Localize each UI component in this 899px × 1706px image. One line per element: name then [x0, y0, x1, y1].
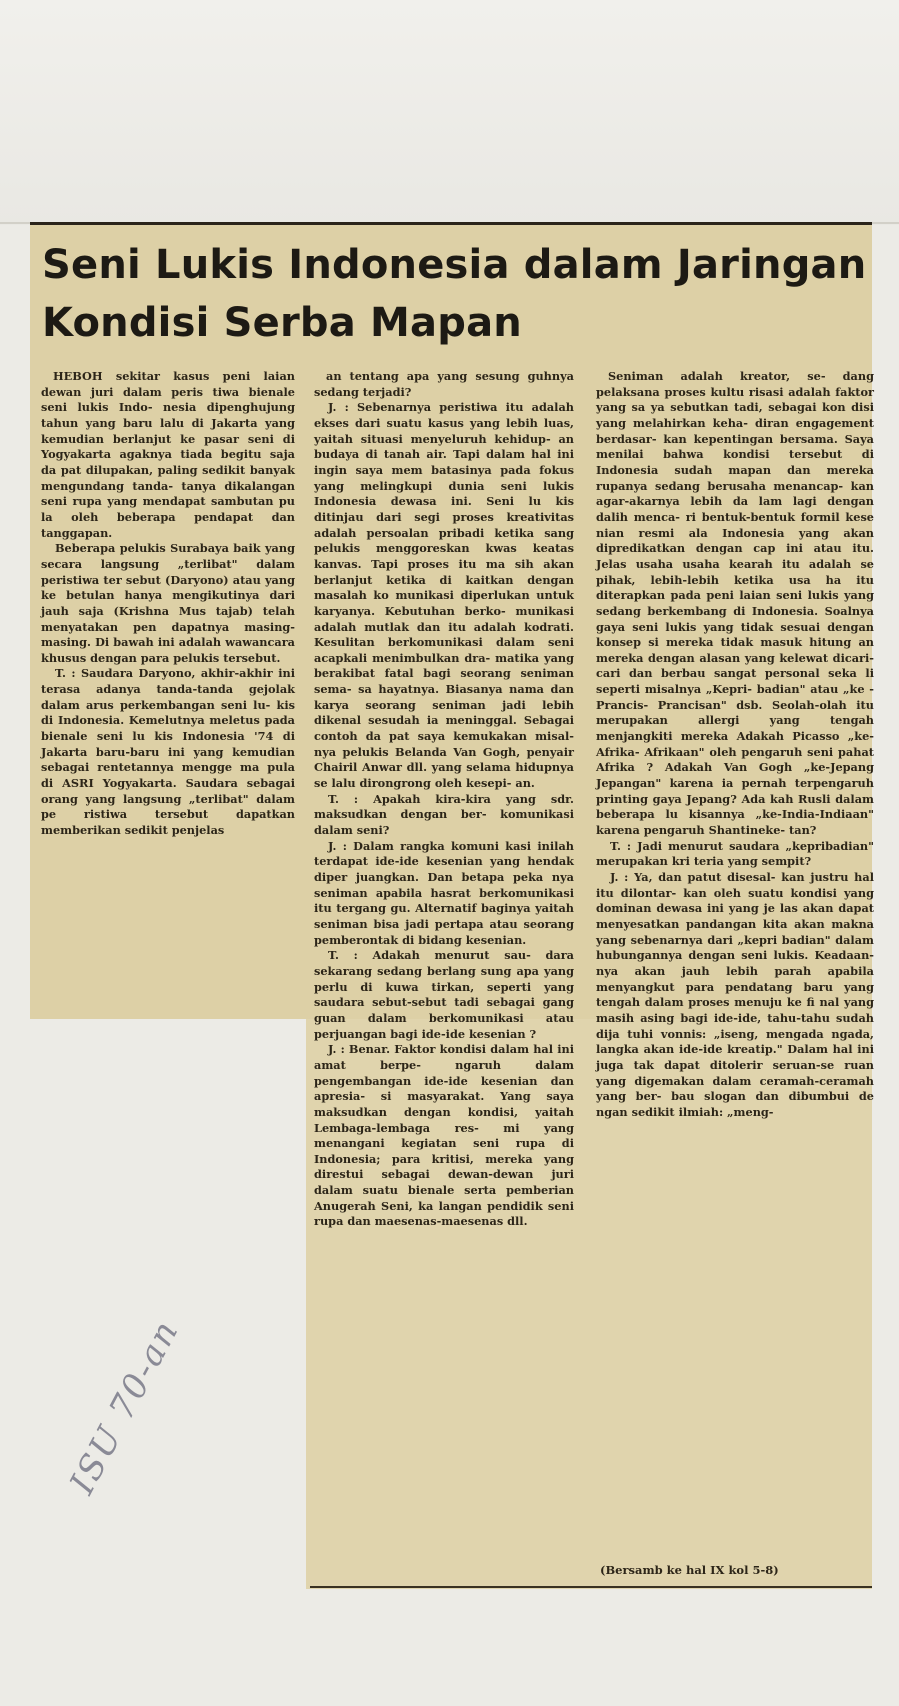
handwritten-annotation: ISU 70-an [62, 1313, 188, 1501]
top-rule [30, 222, 872, 225]
paragraph: Beberapa pelukis Surabaya baik yang secara langsung „terlibat" dalam peristiwa ter sebut (Daryono) atau yang ke betulan hanya mengikutinya dari jauh saja (Krishna Mus tajab) telah menyatakan pen dapatnya masing-masing. Di bawah ini adalah wawancara khusus dengan para pelukis tersebut. [41, 541, 295, 665]
paragraph: an tentang apa yang sesung guhnya sedang terjadi? [314, 369, 574, 399]
paragraph: T. : Saudara Daryono, akhir-akhir ini terasa adanya tanda-tanda gejolak dalam arus perkembangan seni lu- kis di Indonesia. Kemelutnya meletus pada bienale seni lu kis Indonesia '74 di Jakarta baru-baru ini yang kemudian sebagai rentetannya mengge ma pula di ASRI Yogyakarta. Saudara sebagai orang yang langsung „terlibat" dalam pe ristiwa tersebut dapatkan memberikan sedikit penjelas [41, 666, 295, 838]
paragraph: J. : Ya, dan patut disesal- kan justru hal itu dilontar- kan oleh suatu kondisi yang dominan dewasa ini yang je las akan dapat menyesatkan pandangan kita akan makna yang sebenarnya dari „kepri badian" dalam hubungannya dengan seni lukis. Keadaan- nya akan jauh lebih parah apabila menyangkut para pendatang baru yang tengah dalam proses menuju ke fi nal yang masih asing bagi ide-ide, tahu-tahu sudah dija tuhi vonnis: „iseng, mengada ngada, langka akan ide-ide kreatip." Dalam hal ini juga tak dapat ditolerir seruan-se ruan yang digemakan dalam ceramah-ceramah yang ber- bau slogan dan dibumbui de ngan sedikit ilmiah: „meng- [596, 870, 874, 1119]
paragraph: J. : Benar. Faktor kondisi dalam hal ini amat berpe- ngaruh dalam pengembangan ide-ide kesenian dan apresia- si masyarakat. Yang saya maksudkan dengan kondisi, yaitah Lembaga-lembaga res- mi yang menangani kegiatan seni rupa di Indonesia; para kritisi, mereka yang direstui sebagai dewan-dewan juri dalam suatu bienale serta pemberian Anugerah Seni, ka langan pendidik seni rupa dan maesenas-maesenas dll. [314, 1042, 574, 1229]
paragraph: J. : Dalam rangka komuni kasi inilah terdapat ide-ide kesenian yang hendak diper juangkan. Dan betapa peka nya seniman apabila hasrat berkomunikasi itu tergang gu. Alternatif baginya yaitah seniman bisa jadi pertapa atau seorang pemberontak di bidang kesenian. [314, 838, 574, 947]
archive-page-margin [0, 0, 899, 225]
paragraph: Seniman adalah kreator, se- dang pelaksana proses kultu risasi adalah faktor yang sa ya sebutkan tadi, sebagai kon disi yang melahirkan keha- diran engagement berdasar- kan kepentingan bersama. Saya menilai bahwa kondisi tersebut di Indonesia sudah mapan dan mereka rupanya sedang berusaha menancap- kan agar-akarnya lebih da lam lagi dengan dalih menca- ri bentuk-bentuk formil kese nian resmi ala Indonesia yang akan dipredikatkan dengan cap ini atau itu. Jelas usaha usaha kearah itu adalah se pihak, lebih-lebih ketika usa ha itu diterapkan pada peni laian seni lukis yang sedang berkembang di Indonesia. Soalnya gaya seni lukis yang tidak sesuai dengan konsep si mereka tidak masuk hitung an mereka dengan alasan yang kelewat dicari-cari dan berbau sangat personal seka li seperti misalnya „Kepri- badian" atau „ke - Prancis- Prancisan" dsb. Seolah-olah itu merupakan allergi yang tengah menjangkiti mereka Adakah Picasso „ke-Afrika- Afrikaan" oleh pengaruh seni pahat Afrika ? Adakah Van Gogh „ke-Jepang Jepangan" karena ia pernah terpengaruh printing gaya Jepang? Ada kah Rusli dalam beberapa lu kisannya „ke-India-Indiaan" karena pengaruh Shantineke- tan? [596, 369, 874, 838]
article-column-1 [41, 369, 295, 839]
article-column-3 [596, 369, 874, 1121]
paragraph: T. : Jadi menurut saudara „kepribadian" merupakan kri teria yang sempit? [596, 838, 874, 869]
headline-line-1: Seni Lukis Indonesia dalam Jaringan [42, 242, 867, 288]
article-column-2 [314, 369, 574, 1230]
paragraph: T. : Adakah menurut sau- dara sekarang sedang berlang sung apa yang perlu di kuwa tirkan, seperti yang saudara sebut-sebut tadi sebagai gang guan dalam berkomunikasi atau perjuangan bagi ide-ide kesenian ? [314, 948, 574, 1041]
paragraph: HEBOH sekitar kasus peni laian dewan juri dalam peris tiwa bienale seni lukis Indo- nesia dipenghujung tahun yang baru lalu di Jakarta yang kemudian berlanjut ke pasar seni di Yogyakarta agaknya tiada begitu saja da pat dilupakan, paling sedikit banyak mengundang tanda- tanya dikalangan seni rupa yang mendapat sambutan pu la oleh beberapa pendapat dan tanggapan. [41, 369, 295, 540]
paragraph: J. : Sebenarnya peristiwa itu adalah ekses dari suatu kasus yang lebih luas, yaitah situasi menyeluruh kehidup- an budaya di tanah air. Tapi dalam hal ini ingin saya mem batasinya pada fokus yang melingkupi dunia seni lukis Indonesia dewasa ini. Seni lu kis ditinjau dari segi proses kreativitas adalah persoalan pribadi ketika sang pelukis menggoreskan kwas keatas kanvas. Tapi proses itu ma sih akan berlanjut ketika di kaitkan dengan masalah ko munikasi diperlukan untuk karyanya. Kebutuhan berko- munikasi adalah mutlak dan itu adalah kodrati. Kesulitan berkomunikasi dalam seni acapkali menimbulkan dra- matika yang berakibat fatal bagi seorang seniman sema- sa hayatnya. Biasanya nama dan karya seorang seniman jadi lebih dikenal sesudah ia meninggal. Sebagai contoh da pat saya kemukakan misal- nya pelukis Belanda Van Gogh, penyair Chairil Anwar dll. yang selama hidupnya se lalu dirongrong oleh kesepi- an. [314, 400, 574, 791]
article-headline [42, 236, 867, 352]
paragraph: T. : Apakah kira-kira yang sdr. maksudkan dengan ber- komunikasi dalam seni? [314, 791, 574, 838]
continuation-note: (Bersamb ke hal IX kol 5-8) [600, 1563, 779, 1577]
headline-line-2: Kondisi Serba Mapan [42, 300, 522, 346]
bottom-rule [310, 1586, 872, 1588]
